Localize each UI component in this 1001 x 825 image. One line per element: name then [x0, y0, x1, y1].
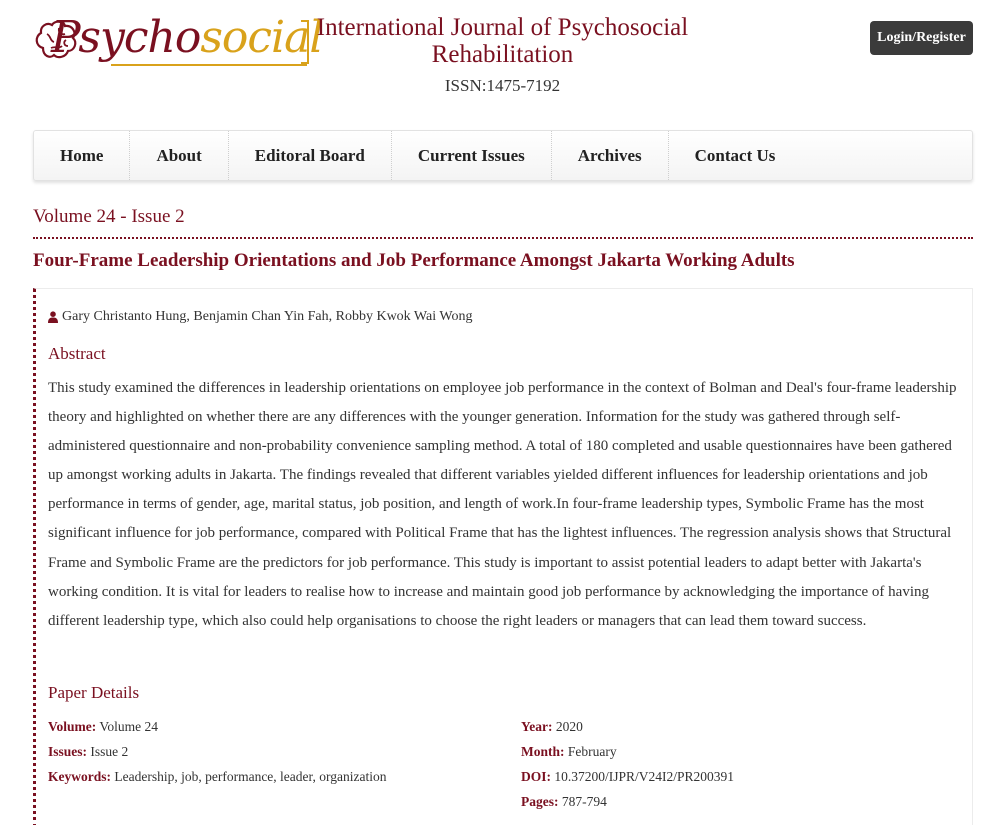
nav-archives[interactable]: Archives: [552, 131, 669, 180]
abstract-text: This study examined the differences in leadership orientations on employee job performance in the context of Bolman and Deal's four-frame leadership theory and highlighted on whether there are any differences with the younger generation. Information for the study was gathered through self-administered questionnaire and non-probability convenience sampling method. A total of 180 completed and usable questionnaires have been gathered up amongst working adults in Jakarta. The findings revealed that different variables yielded different influences for leadership orientations and job performance in terms of gender, age, marital status, job position, and length of work.In four-frame leadership types, Symbolic Frame has the most significant influence for job performance, compared with Political Frame that has the lightest influences. The regression analysis shows that Structural Frame and Symbolic Frame are the predictors for job performance. This study is important to assist potential leaders to adapt better with Jakarta's working condition. It is vital for leaders to realise how to increase and maintain good job performance by acknowledging the importance of having different leadership type, which also could help organisations to choose the right leaders or managers that can lead them toward success.: [48, 380, 957, 629]
journal-logo[interactable]: [33, 12, 323, 76]
nav-about[interactable]: About: [130, 131, 228, 180]
detail-doi[interactable]: DOI: 10.37200/IJPR/V24I2/PR200391: [521, 769, 735, 784]
main-nav: [33, 130, 973, 181]
nav-editorial-board[interactable]: Editoral Board: [229, 131, 392, 180]
divider: [33, 237, 973, 239]
volume-heading: Volume 24 - Issue 2: [33, 206, 185, 227]
login-register-button[interactable]: Login/Register: [870, 21, 973, 55]
issn: ISSN:1475-7192: [444, 76, 561, 95]
authors: [48, 309, 472, 325]
logo-underline: [111, 64, 307, 66]
journal-title: International Journal of Psychosocial Rehabilitation: [316, 14, 689, 68]
nav-contact-us[interactable]: Contact Us: [694, 145, 776, 165]
paper-content: [33, 288, 973, 825]
authors-text: Gary Christanto Hung, Benjamin Chan Yin Fah, Robby Kwok Wai Wong: [62, 309, 473, 324]
details-left-column: [48, 719, 386, 794]
nav-current-issues[interactable]: Current Issues: [392, 131, 552, 180]
user-icon: [48, 311, 58, 323]
detail-year: Year: 2020: [521, 719, 583, 734]
detail-issues: Issues: Issue 2: [48, 744, 129, 759]
detail-pages: Pages: 787-794: [521, 794, 607, 809]
abstract-heading: Abstract: [48, 344, 106, 363]
paper-details-heading: Paper Details: [48, 683, 140, 702]
paper-title: Four-Frame Leadership Orientations and Job Performance Amongst Jakarta Working Adults: [33, 250, 795, 271]
logo-wordmark: Psychosocial: [51, 12, 323, 63]
logo-bracket: [301, 20, 309, 64]
detail-volume: Volume: Volume 24: [48, 719, 159, 734]
details-right-column: [521, 719, 734, 819]
detail-keywords: Keywords: Leadership, job, performance, leader, organization: [48, 769, 387, 784]
site-header: [0, 0, 1001, 125]
detail-month: Month: February: [521, 744, 617, 759]
nav-home[interactable]: Home: [34, 131, 130, 180]
